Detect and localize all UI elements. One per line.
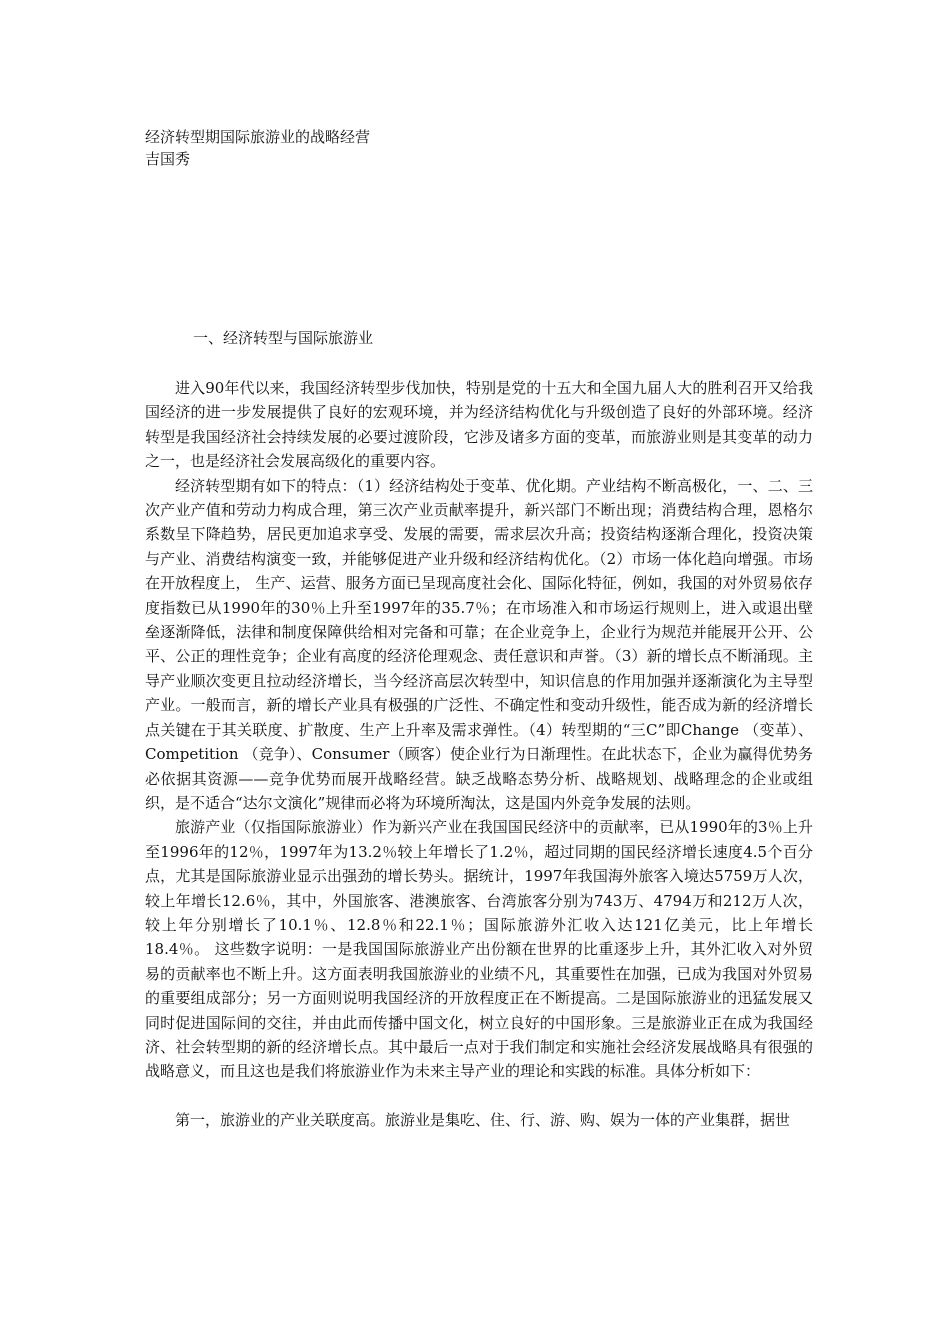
document-title: 经济转型期国际旅游业的战略经营 xyxy=(145,128,371,146)
paragraph: 旅游产业（仅指国际旅游业）作为新兴产业在我国国民经济中的贡献率，已从1990年的3％上升至1996年的12％，1997年为13.2％较上年增长了1.2％，超过同期的国民经济增长速度4.5个百分点，尤其是国际旅游业显示出强劲的增长势头。据统计，1997年我国海外旅客入境达5759万人次，较上年增长12.6％，其中，外国旅客、港澳旅客、台湾旅客分别为743万、4794万和212万人次，较上年分别增长了10.1％、12.8％和22.1％；国际旅游外汇收入达121亿美元，比上年增长18.4％。 这些数字说明：一是我国国际旅游业产出份额在世界的比重逐步上升，其外汇收入对外贸易的贡献率也不断上升。这方面表明我国旅游业的业绩不凡，其重要性在加强，已成为我国对外贸易的重要组成部分；另一方面则说明我国经济的开放程度正在不断提高。二是国际旅游业的迅猛发展又同时促进国际间的交往，并由此而传播中国文化，树立良好的中国形象。三是旅游业正在成为我国经济、社会转型期的新的经济增长点。其中最后一点对于我们制定和实施社会经济发展战略具有很强的战略意义，而且这也是我们将旅游业作为未来主导产业的理论和实践的标准。具体分析如下： xyxy=(145,818,813,1081)
paragraph: 经济转型期有如下的特点：（1）经济结构处于变革、优化期。产业结构不断高极化，一、二、三次产业产值和劳动力构成合理，第三次产业贡献率提升，新兴部门不断出现；消费结构合理，恩格尔系数呈下降趋势，居民更加追求享受、发展的需要，需求层次升高；投资结构逐渐合理化，投资决策与产业、消费结构演变一致，并能够促进产业升级和经济结构优化。（2）市场一体化趋向增强。市场在开放程度上， 生产、运营、服务方面已呈现高度社会化、国际化特征，例如，我国的对外贸易依存度指数已从1990年的30％上升至1997年的35.7％；在市场准入和市场运行规则上，进入或退出壁垒逐渐降低，法律和制度保障供给相对完备和可靠；在企业竞争上，企业行为规范并能展开公开、公平、公正的理性竞争；企业有高度的经济伦理观念、责任意识和声誉。（3）新的增长点不断涌现。主导产业顺次变更且拉动经济增长，当今经济高层次转型中，知识信息的作用加强并逐渐演化为主导型产业。一般而言，新的增长产业具有极强的广泛性、不确定性和变动升级性，能否成为新的经济增长点关键在于其关联度、扩散度、生产上升率及需求弹性。（4）转型期的“三C”即Change （变革）、Competition （竞争）、Consumer（顾客）使企业行为日渐理性。在此状态下，企业为赢得优势务必依据其资源——竞争优势而展开战略经营。缺乏战略态势分析、战略规划、战略理念的企业或组织，是不适合“达尔文演化”规律而必将为环境所淘汰，这是国内外竞争发展的法则。 xyxy=(145,476,813,812)
body-text xyxy=(145,376,813,1132)
section-heading: 一、经济转型与国际旅游业 xyxy=(193,329,374,347)
paragraph: 第一，旅游业的产业关联度高。旅游业是集吃、住、行、游、购、娱为一体的产业集群，据世 xyxy=(175,1110,791,1129)
document-author: 吉国秀 xyxy=(145,150,191,168)
paragraph: 进入90年代以来，我国经济转型步伐加快，特别是党的十五大和全国九届人大的胜利召开又给我国经济的进一步发展提供了良好的宏观环境，并为经济结构优化与升级创造了良好的外部环境。经济转型是我国经济社会持续发展的必要过渡阶段，它涉及诸多方面的变革，而旅游业则是其变革的动力之一，也是经济社会发展高级化的重要内容。 xyxy=(145,379,813,471)
title-block xyxy=(145,126,370,170)
